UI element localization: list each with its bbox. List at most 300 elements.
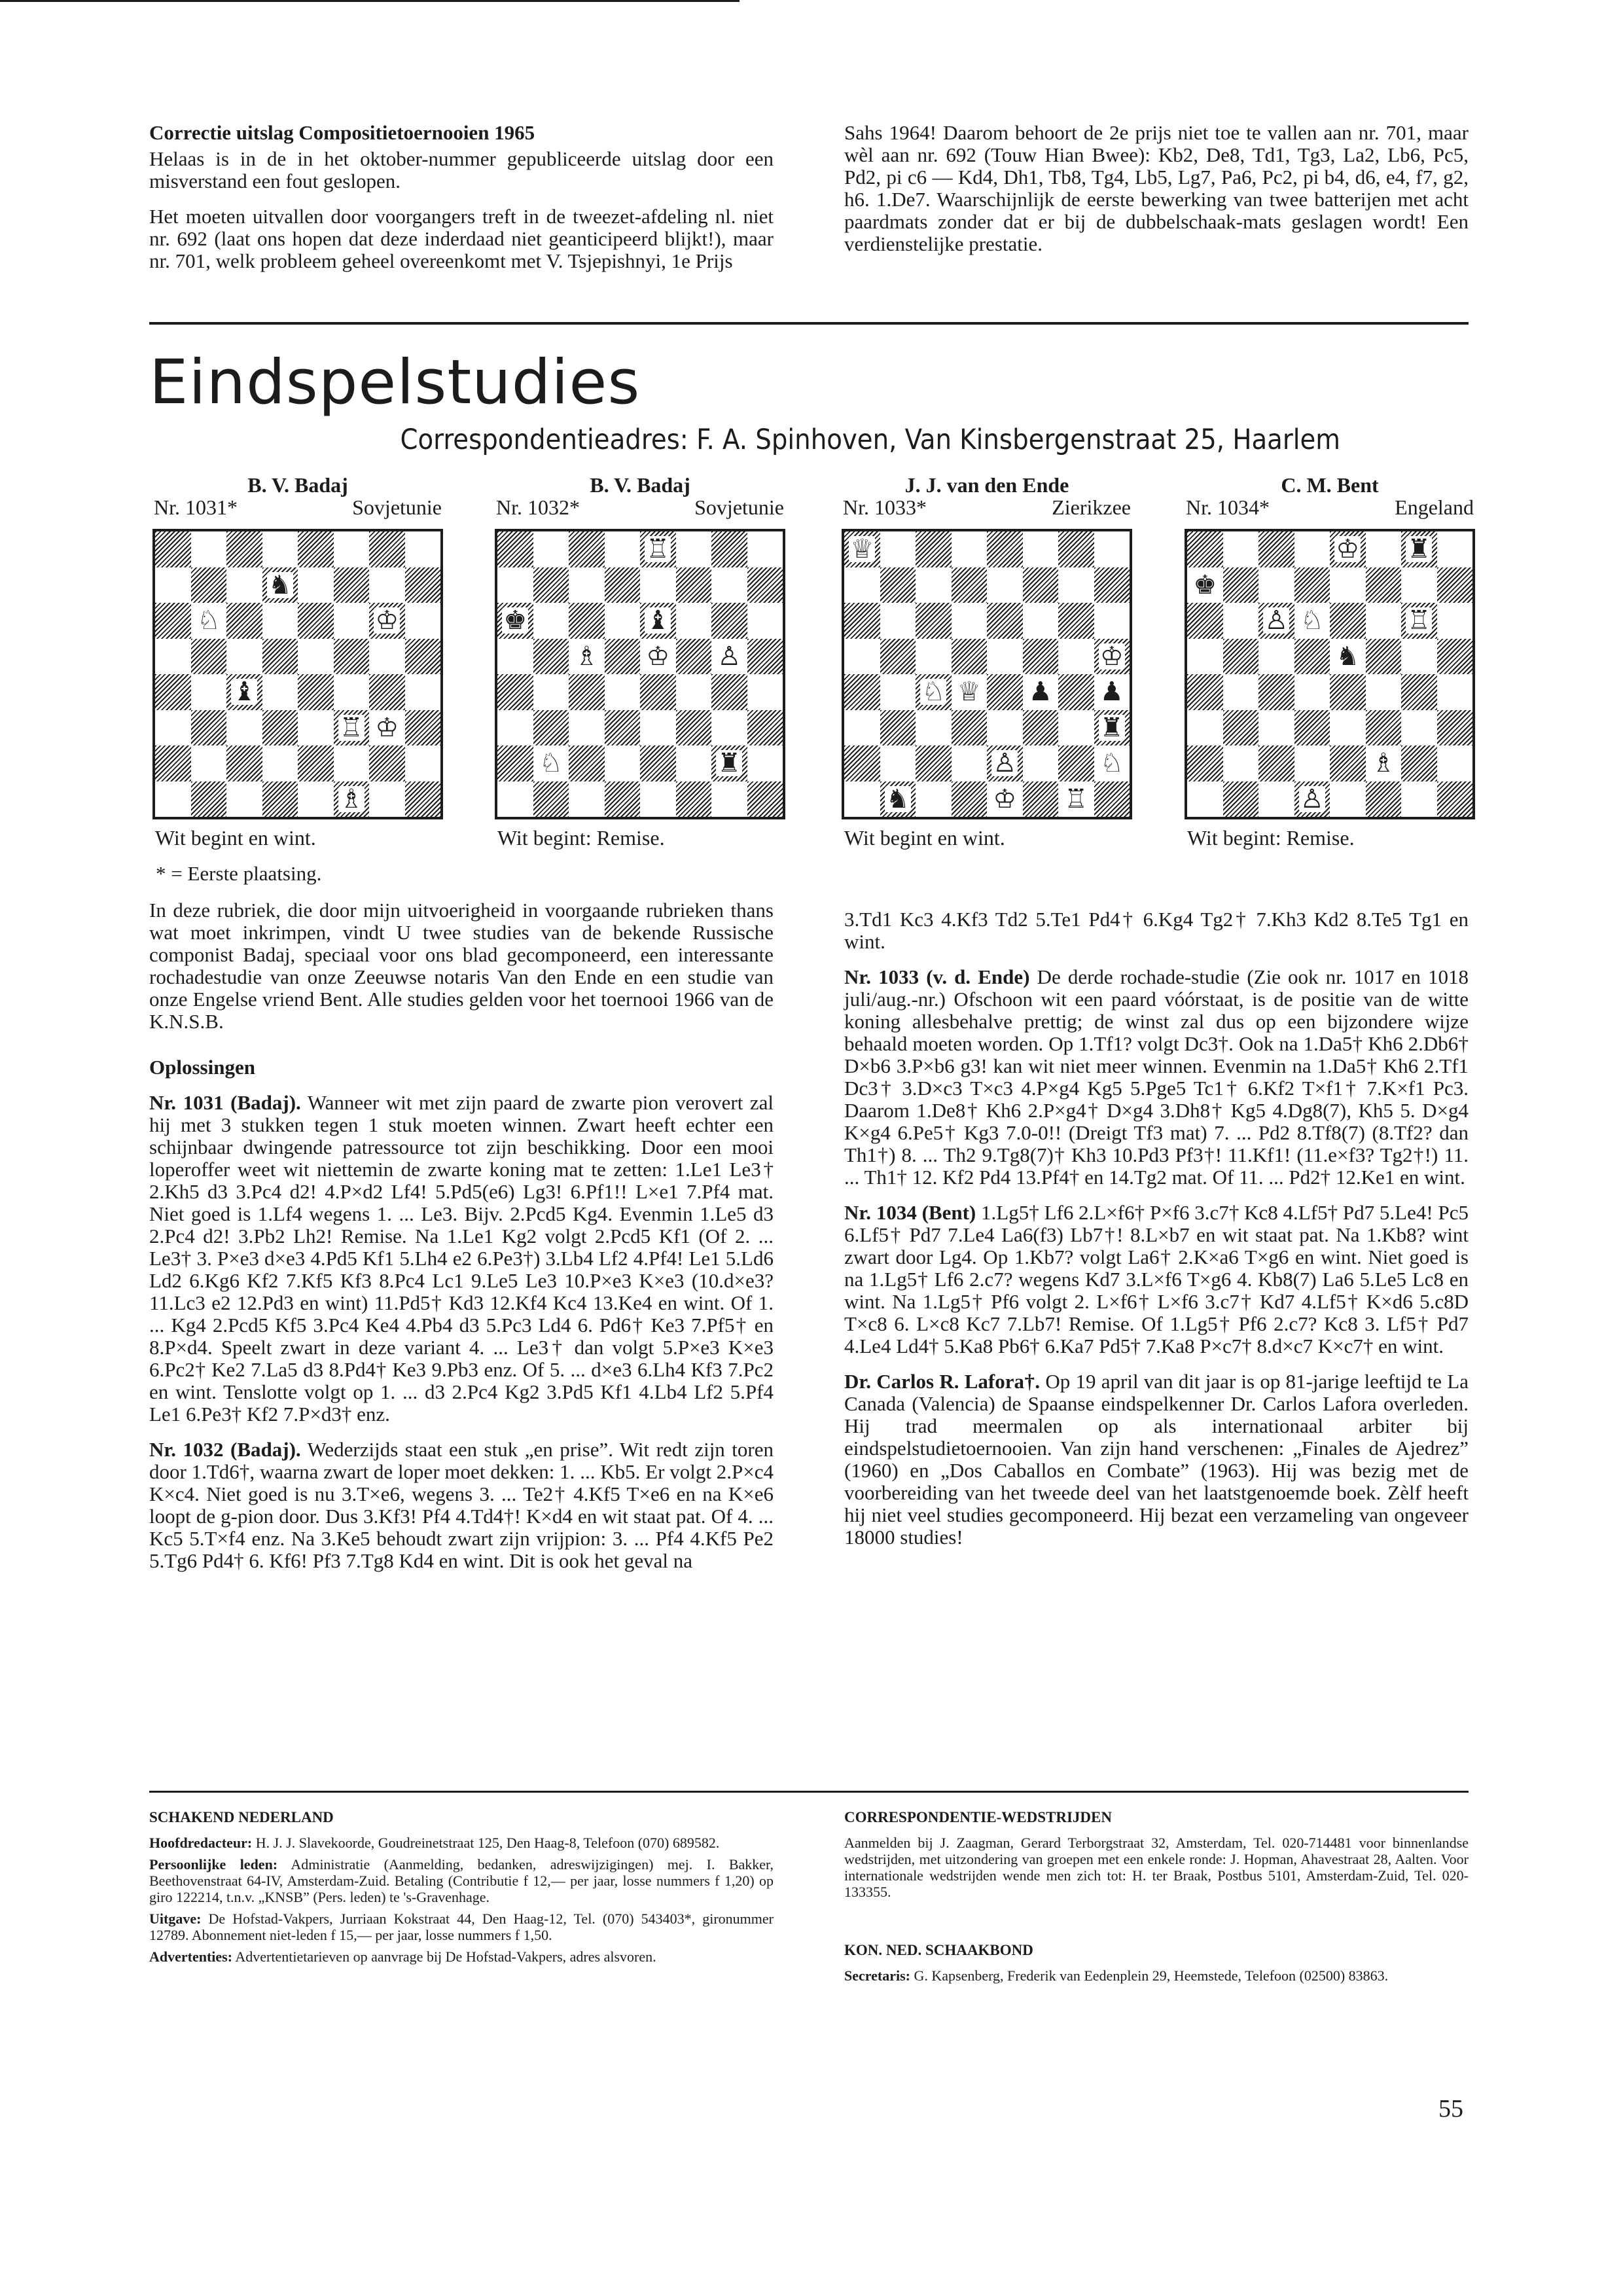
footer-heading: CORRESPONDENTIE-WEDSTRIJDEN [844, 1809, 1112, 1825]
square-h5 [747, 639, 783, 675]
footer-left [149, 1809, 774, 1970]
square-a2 [1187, 745, 1223, 781]
square-g1 [1401, 781, 1437, 817]
chess-piece-icon: ♚ [503, 605, 527, 636]
square-c2 [916, 745, 952, 781]
square-h8 [1437, 531, 1473, 567]
square-b3 [880, 710, 916, 746]
solution-text: De derde rochade-studie (Zie ook nr. 1017 en 1018 juli/aug.-nr.) Ofschoon wit een paard vóórstaat, is de positie van de witte koning allesbehalve prettig; de winst zal dus op een bijzondere wijze behaald moeten worden. Op 1.Tf1? volgt Dc3†. Ook na 1.Da5† Kh6 2.Db6† D×b6 3.P×b6 g3! kan wit niet meer winnen. Evenmin na 1.Da5† Kh6 2.Tf1 Dc3† 3.D×c3 T×c3 4.P×g4 Kg5 5.Pge5 Tc1† 6.Kf2 T×f1† 7.K×f1 Pc3. Daarom 1.De8† Kh6 2.P×g4† D×g4 3.Dh8† Kg5 4.Dg8(7), Kh5 5. D×g4 K×g4 6.Pe5† Kg3 7.0-0!! (Dreigt Tf3 mat) 7. ... Pd2 8.Tf8(7) (8.Tf2? dan Th1†) 8. ... Th2 9.Tg8(7)† Kh3 10.Pd3 Pf3†! 11.Kf1! (11.e×f3? Tg2†!) 11. ... Th1† 12. Kf2 Pd4 13.Pf4† en 14.Tg2 mat. Of 11. ... Pd2† 12.Ke1 en wint. [844, 965, 1469, 1189]
first-publication-note: * = Eerste plaatsing. [156, 862, 322, 885]
square-f2 [1366, 745, 1402, 781]
square-b5 [1223, 639, 1259, 675]
square-d7 [262, 567, 298, 603]
chess-piece-icon: ♗ [339, 783, 363, 814]
square-c6 [916, 603, 952, 639]
solution-1034 [844, 1202, 1469, 1357]
square-h2 [405, 745, 441, 781]
square-d2 [605, 745, 641, 781]
correctie-p1: Helaas is in de in het oktober-nummer gepubliceerde uitslag door een misverstand een fout geslopen. [149, 147, 774, 192]
obituary-lafora [844, 1371, 1469, 1549]
square-f4 [676, 674, 712, 710]
solution-1032-continued: 3.Td1 Kc3 4.Kf3 Td2 5.Te1 Pd4† 6.Kg4 Tg2† 7.Kh3 Kd2 8.Te5 Tg1 en wint. [844, 908, 1469, 953]
square-a7 [497, 567, 533, 603]
square-d8 [262, 531, 298, 567]
diagram-number: Nr. 1033* [843, 495, 927, 519]
solution-label: Nr. 1033 (v. d. Ende) [844, 965, 1030, 988]
square-a2 [497, 745, 533, 781]
chessboard [152, 529, 443, 819]
square-g3 [1058, 710, 1094, 746]
square-h3 [405, 710, 441, 746]
square-a4 [844, 674, 880, 710]
square-b1 [1223, 781, 1259, 817]
square-h4 [1094, 674, 1130, 710]
square-d1 [1294, 781, 1330, 817]
square-c1 [916, 781, 952, 817]
correspondence-address: Correspondentieadres: F. A. Spinhoven, Van Kinsbergenstraat 25, Haarlem [400, 423, 1340, 456]
square-f7 [676, 567, 712, 603]
square-b7 [1223, 567, 1259, 603]
square-e3 [640, 710, 676, 746]
footer-label: Advertenties: [149, 1948, 233, 1965]
square-h2 [1437, 745, 1473, 781]
chess-piece-icon: ♙ [993, 748, 1017, 779]
square-f2 [334, 745, 370, 781]
section-title: Eindspelstudies [149, 347, 641, 418]
square-b7 [533, 567, 569, 603]
square-d3 [605, 710, 641, 746]
square-d8 [952, 531, 988, 567]
square-g5 [1401, 639, 1437, 675]
square-b3 [1223, 710, 1259, 746]
square-e6 [1330, 603, 1366, 639]
square-b8 [533, 531, 569, 567]
square-h2 [1094, 745, 1130, 781]
square-a8 [844, 531, 880, 567]
diagram-header [152, 496, 443, 518]
square-a3 [155, 710, 191, 746]
diagram-header [1185, 496, 1475, 518]
square-e1 [987, 781, 1023, 817]
square-c6 [1258, 603, 1294, 639]
square-f3 [1366, 710, 1402, 746]
square-g3 [1401, 710, 1437, 746]
square-h8 [747, 531, 783, 567]
square-g2 [369, 745, 405, 781]
diagram-caption: Wit begint: Remise. [497, 826, 665, 850]
square-d5 [952, 639, 988, 675]
square-f4 [1366, 674, 1402, 710]
square-c5 [916, 639, 952, 675]
chess-piece-icon: ♟ [1099, 677, 1124, 708]
square-h6 [747, 603, 783, 639]
chess-piece-icon: ♞ [885, 783, 910, 814]
chess-piece-icon: ♙ [717, 641, 741, 672]
square-e4 [1330, 674, 1366, 710]
footer-heading: SCHAKEND NEDERLAND [149, 1809, 334, 1825]
chess-piece-icon: ♔ [646, 641, 670, 672]
chess-piece-icon: ♖ [1407, 605, 1431, 636]
square-e8 [1330, 531, 1366, 567]
square-b8 [880, 531, 916, 567]
intro-paragraph: In deze rubriek, die door mijn uitvoerigheid in voorgaande rubrieken thans wat moet inkrimpen, vindt U twee studies van de bekende Russische componist Badaj, speciaal voor ons blad gecomponeerd, een interessante rochadestudie van onze Zeeuwse notaris Van den Ende en een studie van onze Engelse vriend Bent. Alle studies gelden voor het toernooi 1966 van de K.N.S.B. [149, 899, 774, 1033]
square-c2 [1258, 745, 1294, 781]
diagram-caption: Wit begint en wint. [844, 826, 1005, 850]
square-c5 [226, 639, 262, 675]
square-c5 [569, 639, 605, 675]
square-b7 [880, 567, 916, 603]
square-b6 [533, 603, 569, 639]
correctie-right [844, 122, 1469, 268]
square-a6 [155, 603, 191, 639]
chess-piece-icon: ♖ [1064, 783, 1088, 814]
chess-piece-icon: ♘ [1099, 748, 1124, 779]
square-f3 [334, 710, 370, 746]
diagram-place: Engeland [1395, 495, 1474, 519]
diagram-1031 [152, 474, 443, 850]
square-c8 [569, 531, 605, 567]
square-c1 [226, 781, 262, 817]
square-d4 [262, 674, 298, 710]
square-e7 [298, 567, 334, 603]
square-b5 [880, 639, 916, 675]
diagram-1032 [495, 474, 785, 850]
chess-piece-icon: ♔ [375, 712, 399, 743]
square-c4 [569, 674, 605, 710]
square-d2 [952, 745, 988, 781]
diagram-caption: Wit begint: Remise. [1187, 826, 1355, 850]
square-e1 [1330, 781, 1366, 817]
square-h1 [1094, 781, 1130, 817]
footer-text: Aanmelden bij J. Zaagman, Gerard Terborgstraat 32, Amsterdam, Tel. 020-714481 voor binnenlandse wedstrijden, met uitzondering van groepen met een enkele ronde: J. Hopman, Ahavestraat 28, Aalten. Voor internationale wedstrijden wende men zich tot: H. ter Braak, Postbus 5101, Amsterdam-Zuid, Tel. 020-133355. [844, 1835, 1469, 1900]
square-d3 [262, 710, 298, 746]
square-g7 [1058, 567, 1094, 603]
chess-piece-icon: ♗ [575, 641, 599, 672]
square-a6 [497, 603, 533, 639]
square-e5 [298, 639, 334, 675]
square-e8 [640, 531, 676, 567]
section-rule [149, 322, 1469, 325]
square-g8 [369, 531, 405, 567]
square-f7 [1366, 567, 1402, 603]
diagram-author: J. J. van den Ende [904, 473, 1069, 497]
chess-piece-icon: ♔ [1336, 534, 1360, 565]
square-f1 [676, 781, 712, 817]
square-a4 [1187, 674, 1223, 710]
footer-entry [149, 1910, 774, 1943]
footer-entry [149, 1948, 774, 1965]
square-g2 [1401, 745, 1437, 781]
square-e7 [640, 567, 676, 603]
square-a1 [155, 781, 191, 817]
square-d2 [262, 745, 298, 781]
square-e4 [298, 674, 334, 710]
square-b7 [191, 567, 227, 603]
square-d4 [952, 674, 988, 710]
square-b2 [191, 745, 227, 781]
footer-right [844, 1809, 1469, 1989]
square-h2 [747, 745, 783, 781]
footer-label: Persoonlijke leden: [149, 1856, 278, 1873]
chess-piece-icon: ♘ [196, 605, 221, 636]
square-g6 [711, 603, 747, 639]
square-f4 [1023, 674, 1059, 710]
square-d6 [605, 603, 641, 639]
square-d6 [262, 603, 298, 639]
square-a3 [1187, 710, 1223, 746]
square-c4 [1258, 674, 1294, 710]
square-e1 [640, 781, 676, 817]
diagram-place: Sovjetunie [694, 495, 784, 519]
square-h7 [1094, 567, 1130, 603]
square-a5 [844, 639, 880, 675]
square-h8 [405, 531, 441, 567]
square-g5 [711, 639, 747, 675]
diagram-caption: Wit begint en wint. [155, 826, 316, 850]
square-e8 [298, 531, 334, 567]
square-d8 [1294, 531, 1330, 567]
footer-label: Secretaris: [844, 1967, 910, 1984]
square-f3 [1023, 710, 1059, 746]
square-a3 [844, 710, 880, 746]
square-a1 [1187, 781, 1223, 817]
square-c1 [1258, 781, 1294, 817]
square-c3 [916, 710, 952, 746]
square-g4 [711, 674, 747, 710]
chess-piece-icon: ♞ [268, 569, 292, 600]
diagram-author: C. M. Bent [1281, 473, 1379, 497]
square-a5 [1187, 639, 1223, 675]
square-g7 [369, 567, 405, 603]
square-e3 [1330, 710, 1366, 746]
chess-piece-icon: ♘ [539, 748, 563, 779]
square-b1 [880, 781, 916, 817]
square-e4 [640, 674, 676, 710]
square-f6 [676, 603, 712, 639]
chess-piece-icon: ♟ [1028, 677, 1052, 708]
square-d3 [1294, 710, 1330, 746]
square-h1 [405, 781, 441, 817]
square-d6 [1294, 603, 1330, 639]
square-e2 [298, 745, 334, 781]
square-h4 [405, 674, 441, 710]
square-f5 [1366, 639, 1402, 675]
square-c7 [569, 567, 605, 603]
square-b5 [533, 639, 569, 675]
square-a7 [844, 567, 880, 603]
chess-piece-icon: ♘ [921, 677, 946, 708]
square-e5 [640, 639, 676, 675]
square-g6 [1401, 603, 1437, 639]
square-e3 [987, 710, 1023, 746]
solution-1031 [149, 1092, 774, 1426]
square-c8 [226, 531, 262, 567]
square-g3 [369, 710, 405, 746]
square-g7 [1401, 567, 1437, 603]
footer-text: Advertentietarieven op aanvrage bij De Hofstad-Vakpers, adres alsvoren. [235, 1948, 656, 1965]
diagram-number: Nr. 1034* [1186, 495, 1270, 519]
square-d1 [605, 781, 641, 817]
square-f2 [1023, 745, 1059, 781]
chessboard [842, 529, 1132, 819]
square-f8 [1023, 531, 1059, 567]
square-f1 [1366, 781, 1402, 817]
square-a1 [497, 781, 533, 817]
solution-label: Nr. 1034 (Bent) [844, 1201, 976, 1224]
chess-piece-icon: ♞ [1336, 641, 1360, 672]
square-a6 [1187, 603, 1223, 639]
correctie-p2: Het moeten uitvallen door voorgangers treft in de tweezet-afdeling nl. niet nr. 692 (laat ons hopen dat deze inderdaad niet geanticipeerd blijkt!), maar nr. 701, welk probleem geheel overeenkomt met V. Tsjepishnyi, 1e Prijs [149, 205, 774, 272]
diagram-1033 [842, 474, 1132, 850]
square-c1 [569, 781, 605, 817]
square-b4 [1223, 674, 1259, 710]
square-e6 [298, 603, 334, 639]
square-a4 [155, 674, 191, 710]
square-c2 [226, 745, 262, 781]
footer-text: Administratie (Aanmelding, bedanken, adreswijzigingen) mej. I. Bakker, Beethovenstraat 64-IV, Amsterdam-Zuid. Betaling (Contributie f 12,— per jaar, losse nummers f 1,20) op giro 122214, t.n.v. „KNSB” (Pers. leden) te 's-Gravenhage. [149, 1856, 774, 1905]
square-b4 [533, 674, 569, 710]
chess-piece-icon: ♝ [646, 605, 670, 636]
square-e2 [640, 745, 676, 781]
square-d5 [262, 639, 298, 675]
square-d4 [1294, 674, 1330, 710]
square-b4 [880, 674, 916, 710]
square-b4 [191, 674, 227, 710]
square-f5 [334, 639, 370, 675]
square-f4 [334, 674, 370, 710]
square-a6 [844, 603, 880, 639]
chess-piece-icon: ♔ [375, 605, 399, 636]
solutions-heading: Oplossingen [149, 1056, 255, 1079]
square-c2 [569, 745, 605, 781]
chess-piece-icon: ♝ [232, 677, 257, 708]
square-a3 [497, 710, 533, 746]
square-g3 [711, 710, 747, 746]
solution-text: 1.Lg5† Lf6 2.L×f6† P×f6 3.c7† Kc8 4.Lf5† Pd7 5.Le4! Pc5 6.Lf5† Pd7 7.Le4 La6(f3) Lb7†! 8.L×b7 en wit staat pat. Na 1.Kb8? wint zwart door Lg4. Op 1.Kb7? volgt La6† 2.K×a6 T×g6 en wint. Niet goed is na 1.Lg5† Lf6 2.c7? wegens Kd7 3.L×f6 T×g6 4. Kb8(7) La6 5.Le5 Lc8 en wint. Na 1.Lg5† Pf6 volgt 2. L×f6† L×f6 3.c7† Kd7 4.Lf5† K×d6 5.c8D T×c8 6. L×c8 Kc7 7.Lb7! Remise. Of 1.Lg5† Pf6 2.c7? Kc8 3. Lf5† Pd7 4.Le4 Ld4† 5.Ka8 Pb6† 6.Ka7 Pd5† 7.Ka8 P×c7† 8.d×c7 K×c7† en wint. [844, 1201, 1469, 1357]
square-h3 [1094, 710, 1130, 746]
correctie-p3: Sahs 1964! Daarom behoort de 2e prijs niet toe te vallen aan nr. 701, maar wèl aan nr. 692 (Touw Hian Bwee): Kb2, De8, Td1, Tg3, La2, Lb6, Pc5, Pd2, pi c6 — Kd4, Dh1, Tb8, Tg4, Lb5, Lg7, Pa6, Pc2, pi b4, d6, e4, f7, g2, h6. 1.De7. Waarschijnlijk de eerste bewerking van twee batterijen met acht paardmats zonder dat er bij de dubbelschaak-mats geslagen wordt! Een verdienstelijke prestatie. [844, 121, 1469, 255]
square-d3 [952, 710, 988, 746]
square-f8 [1366, 531, 1402, 567]
square-g1 [711, 781, 747, 817]
square-d7 [605, 567, 641, 603]
square-b3 [191, 710, 227, 746]
square-c8 [916, 531, 952, 567]
square-a8 [155, 531, 191, 567]
chess-piece-icon: ♔ [1099, 641, 1124, 672]
chess-piece-icon: ♙ [1264, 605, 1289, 636]
square-h6 [1094, 603, 1130, 639]
solution-label: Nr. 1031 (Badaj). [149, 1091, 301, 1114]
chessboard [1185, 529, 1475, 819]
footer-label: Uitgave: [149, 1910, 202, 1927]
square-f3 [676, 710, 712, 746]
square-c7 [1258, 567, 1294, 603]
square-f8 [676, 531, 712, 567]
square-g8 [1401, 531, 1437, 567]
obituary-label: Dr. Carlos R. Lafora†. [844, 1370, 1041, 1393]
solution-label: Nr. 1032 (Badaj). [149, 1438, 301, 1461]
square-e5 [987, 639, 1023, 675]
square-h4 [747, 674, 783, 710]
square-g1 [1058, 781, 1094, 817]
diagram-header [842, 496, 1132, 518]
footer-text: G. Kapsenberg, Frederik van Eedenplein 29, Heemstede, Telefoon (02500) 83863. [914, 1967, 1389, 1984]
left-column [149, 863, 774, 1585]
diagram-1034 [1185, 474, 1475, 850]
square-h5 [405, 639, 441, 675]
square-a2 [844, 745, 880, 781]
square-b5 [191, 639, 227, 675]
square-a2 [155, 745, 191, 781]
square-h6 [405, 603, 441, 639]
square-a7 [155, 567, 191, 603]
chess-piece-icon: ♕ [850, 534, 874, 565]
square-h1 [1437, 781, 1473, 817]
square-f6 [1023, 603, 1059, 639]
square-d1 [952, 781, 988, 817]
square-c4 [226, 674, 262, 710]
solution-1032 [149, 1439, 774, 1572]
square-f1 [334, 781, 370, 817]
square-b2 [533, 745, 569, 781]
chess-piece-icon: ♜ [1099, 712, 1124, 743]
square-f8 [334, 531, 370, 567]
square-g8 [711, 531, 747, 567]
diagram-place: Zierikzee [1052, 495, 1131, 519]
square-d2 [1294, 745, 1330, 781]
square-f1 [1023, 781, 1059, 817]
square-d7 [1294, 567, 1330, 603]
square-c5 [1258, 639, 1294, 675]
square-c6 [569, 603, 605, 639]
square-d6 [952, 603, 988, 639]
square-b2 [880, 745, 916, 781]
square-b6 [1223, 603, 1259, 639]
square-b8 [191, 531, 227, 567]
square-g7 [711, 567, 747, 603]
square-e6 [640, 603, 676, 639]
square-a4 [497, 674, 533, 710]
square-b3 [533, 710, 569, 746]
chess-piece-icon: ♚ [1193, 569, 1217, 600]
chess-piece-icon: ♖ [339, 712, 363, 743]
square-e8 [987, 531, 1023, 567]
square-h3 [747, 710, 783, 746]
chess-piece-icon: ♜ [1407, 534, 1431, 565]
square-g1 [369, 781, 405, 817]
square-h4 [1437, 674, 1473, 710]
square-h5 [1094, 639, 1130, 675]
footer-heading: KON. NED. SCHAAKBOND [844, 1942, 1033, 1958]
solution-1033 [844, 966, 1469, 1189]
square-d8 [605, 531, 641, 567]
diagram-author: B. V. Badaj [247, 473, 348, 497]
square-h7 [1437, 567, 1473, 603]
square-h1 [747, 781, 783, 817]
footer-entry [149, 1856, 774, 1905]
solution-text: Wanneer wit met zijn paard de zwarte pion verovert zal hij met 3 stukken tegen 1 stuk moeten winnen. Zwart heeft echter een schijnbaar dwingende patressource tot zijn beschikking. Door een mooi loperoffer weet wit niettemin de zwarte koning mat te zetten: 1.Le1 Le3† 2.Kh5 d3 3.Pc4 d2! 4.P×d2 Lf4! 5.Pd5(e6) Lg3! 6.Pf1!! L×e1 7.Pf4 mat. Niet goed is 1.Lf4 wegens 1. ... Le3. Bijv. 2.Pcd5 Kg4. Evenmin 1.Le5 d3 2.Pc4 d2! 3.Pb2 Lh2! Remise. Na 1.Le1 Kg2 volgt 2.Pcd5 Kf1 (Of 2. ... Le3† 3. P×e3 d×e3 4.Pd5 Kf1 5.Lh4 e2 6.Pe3†) 3.Lb4 Lf2 4.Pf4! Le1 5.Ld6 Ld2 6.Kg6 Kf2 7.Kf5 Kf3 8.Pc4 Lc1 9.Le5 Le3 10.P×e3 K×e3 (10.d×e3? 11.Lc3 e2 12.Pd3 en wint) 11.Pd5† Kd3 12.Kf4 Kc4 13.Ke4 en wint. Of 1. ... Kg4 2.Pcd5 Kf5 3.Pc4 Ke4 4.Pb4 d3 5.Pc3 Ld4 6. Pd6† Ke3 7.Pf5† en 8.P×d4. Speelt zwart in deze variant 4. ... Le3† dan volgt 5.P×e3 K×e3 6.Pc2† Ke2 7.La5 d3 8.Pd4† Ke3 9.Pb3 enz. Of 5. ... d×e3 6.Lh4 Kf3 7.Pc2 en wint. Tenslotte volgt op 1. ... d3 2.Pc4 Kg2 3.Pd5 Kf1 4.Lb4 Lf2 5.Pf4 Le1 6.Pe3† Kf2 7.P×d3† enz. [149, 1091, 774, 1426]
square-e6 [987, 603, 1023, 639]
square-c7 [226, 567, 262, 603]
square-h5 [1437, 639, 1473, 675]
correctie-heading: Correctie uitslag Compositietoernooien 1965 [149, 121, 535, 144]
chessboard [495, 529, 785, 819]
square-e5 [1330, 639, 1366, 675]
square-e1 [298, 781, 334, 817]
square-e7 [1330, 567, 1366, 603]
square-d1 [262, 781, 298, 817]
